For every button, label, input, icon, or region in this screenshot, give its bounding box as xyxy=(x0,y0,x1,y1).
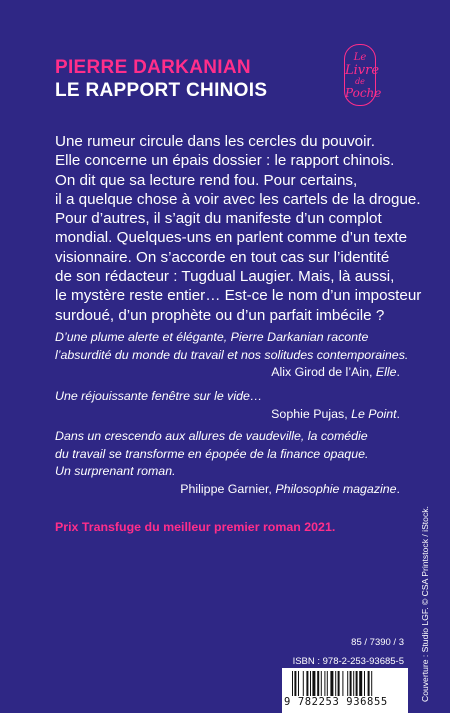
press-quote-le-point xyxy=(55,388,400,423)
blurb-line: visionnaire. On s’accorde en tout cas sur l’identité xyxy=(55,248,390,266)
author-name: PIERRE DARKANIAN xyxy=(55,57,251,78)
blurb-line: Une rumeur circule dans les cercles du pouvoir. xyxy=(55,133,375,150)
cover-credits: Couverture : Studio LGF. © CSA Printstock / iStock. xyxy=(420,506,430,702)
isbn-label: ISBN : 978-2-253-93685-5 xyxy=(292,656,404,667)
barcode xyxy=(282,668,408,713)
quote-attribution xyxy=(55,364,400,382)
press-quote-elle xyxy=(55,329,409,382)
quote-source: Philosophie magazine xyxy=(275,481,397,496)
prize-mention: Prix Transfuge du meilleur premier roman 2021. xyxy=(55,520,336,534)
blurb-line: Pour d’autres, il s’agit du manifeste d’un complot xyxy=(55,210,382,228)
press-quote-philosophie-magazine xyxy=(55,428,400,498)
quote-line: Une réjouissante fenêtre sur le vide… xyxy=(55,389,263,403)
logo-line-1: Le xyxy=(353,52,367,63)
quote-author: Philippe Garnier, xyxy=(180,481,276,496)
publisher-logo xyxy=(344,44,382,106)
logo-line-4: Poche xyxy=(345,86,382,100)
book-title: LE RAPPORT CHINOIS xyxy=(55,80,268,101)
quote-line: du travail se transforme en épopée de la finance opaque. xyxy=(55,446,369,461)
quote-end: . xyxy=(396,406,400,421)
quote-end: . xyxy=(396,365,400,379)
summary-blurb xyxy=(55,132,422,325)
quote-author: Sophie Pujas, xyxy=(271,406,352,421)
quote-author: Alix Girod de l’Ain, xyxy=(271,365,376,379)
quote-line: D’une plume alerte et élégante, Pierre Darkanian raconte xyxy=(55,330,369,344)
quote-line: Un surprenant roman. xyxy=(55,464,176,478)
logo-line-2: Livre xyxy=(345,63,380,78)
blurb-line: surdoué, d’un prophète ou d’un parfait imbécile ? xyxy=(55,306,385,324)
quote-line: l’absurdité du monde du travail et nos solitudes contemporaines. xyxy=(55,347,409,362)
blurb-line: On dit que sa lecture rend fou. Pour certains, xyxy=(55,171,358,189)
blurb-line: il a quelque chose à voir avec les cartels de la drogue. xyxy=(55,190,421,208)
logo-line-3: de xyxy=(355,77,365,86)
quote-source: Elle xyxy=(375,365,397,379)
publisher-code: 85 / 7390 / 3 xyxy=(351,637,404,648)
blurb-line: le mystère reste entier… Est-ce le nom d’un imposteur xyxy=(55,287,422,305)
quote-source: Le Point xyxy=(351,406,397,421)
blurb-line: mondial. Quelques-uns en parlent comme d’un texte xyxy=(55,229,408,247)
quote-attribution xyxy=(55,481,400,499)
quote-line: Dans un crescendo aux allures de vaudeville, la comédie xyxy=(55,429,368,443)
quote-attribution xyxy=(55,406,400,424)
blurb-line: de son rédacteur : Tugdual Laugier. Mais, là aussi, xyxy=(55,268,395,286)
blurb-line: Elle concerne un épais dossier : le rapport chinois. xyxy=(55,152,395,170)
quote-end: . xyxy=(396,481,400,496)
barcode-number: 9 782253 936855 xyxy=(284,696,406,708)
